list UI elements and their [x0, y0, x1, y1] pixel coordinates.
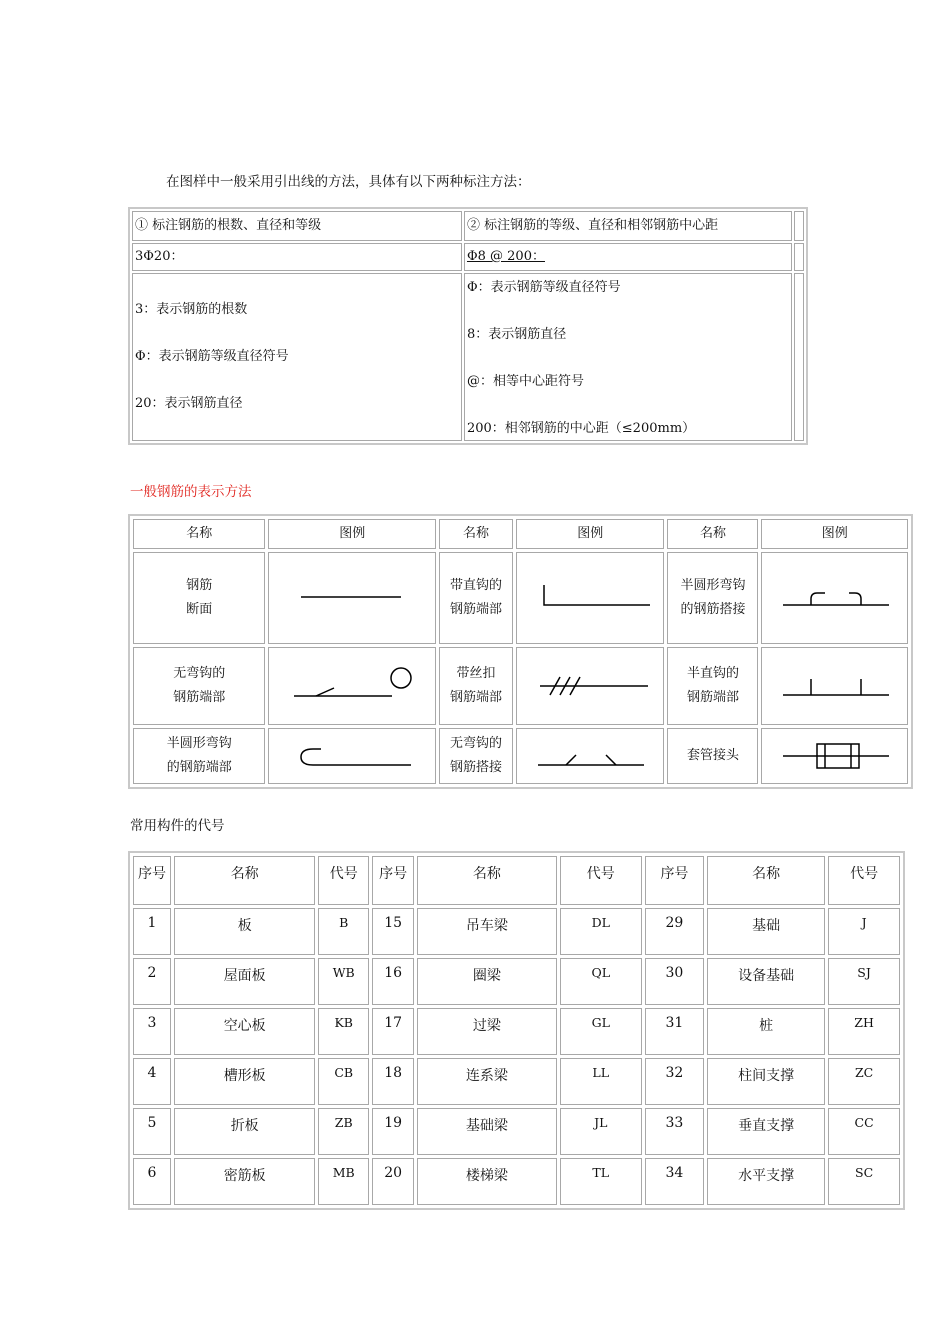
left-explanation: [132, 273, 462, 441]
code-cell: ZB: [318, 1108, 369, 1155]
index-cell: 16: [372, 958, 414, 1005]
index-cell: 15: [372, 908, 414, 955]
spacer-cell: [794, 243, 804, 271]
name-cell: 设备基础: [707, 958, 825, 1005]
code-cell: GL: [560, 1008, 642, 1055]
table-row: [133, 958, 900, 1005]
rebar-name-line2: 钢筋搭接: [450, 760, 503, 775]
rebar-legend-table: [128, 514, 913, 789]
name-cell: 楼梯梁: [417, 1158, 556, 1205]
index-cell: 2: [133, 958, 171, 1005]
rebar-legend-cell: [516, 728, 665, 784]
rebar-legend-cell: [516, 647, 665, 725]
semicircular-hook-lap-icon: [765, 583, 905, 613]
left-line: 3：表示钢筋的根数: [135, 302, 248, 317]
rebar-name-line1: 钢筋: [186, 578, 213, 593]
code-cell: CC: [828, 1108, 900, 1155]
header-code: 代号: [828, 856, 900, 905]
name-cell: 垂直支撑: [707, 1108, 825, 1155]
table-row: [133, 1008, 900, 1055]
rebar-name-line2: 的钢筋搭接: [680, 602, 746, 617]
name-cell: 桩: [707, 1008, 825, 1055]
component-code-table: [128, 851, 905, 1210]
name-cell: 柱间支撑: [707, 1058, 825, 1105]
rebar-name-line1: 半直钩的: [686, 666, 739, 681]
straight-hook-end-icon: [520, 581, 660, 615]
annotation-method-table: [128, 207, 808, 445]
index-cell: 20: [372, 1158, 414, 1205]
code-cell: CB: [318, 1058, 369, 1105]
index-cell: 32: [645, 1058, 704, 1105]
name-cell: 空心板: [174, 1008, 315, 1055]
table-row: [133, 1108, 900, 1155]
right-example: [464, 243, 792, 271]
code-cell: SJ: [828, 958, 900, 1005]
intro-paragraph: 在图样中一般采用引出线的方法，具体有以下两种标注方法：: [166, 174, 531, 190]
left-method-header: ① 标注钢筋的根数、直径和等级: [132, 211, 462, 241]
header-code: 代号: [560, 856, 642, 905]
header-code: 代号: [318, 856, 369, 905]
right-explanation: [464, 273, 792, 441]
rebar-name-line2: 钢筋端部: [173, 690, 226, 705]
rebar-name-line2: 钢筋端部: [686, 690, 739, 705]
index-cell: 19: [372, 1108, 414, 1155]
name-cell: 吊车梁: [417, 908, 556, 955]
sleeve-joint-icon: [765, 739, 905, 773]
index-cell: 3: [133, 1008, 171, 1055]
rebar-legend-cell: [761, 647, 908, 725]
rebar-legend-cell: [268, 552, 436, 644]
name-cell: 圈梁: [417, 958, 556, 1005]
rebar-legend-cell: [516, 552, 665, 644]
rebar-name-line2: 钢筋端部: [450, 602, 503, 617]
name-cell: 基础: [707, 908, 825, 955]
right-example-text: Φ8 @ 200：: [466, 249, 545, 264]
index-cell: 29: [645, 908, 704, 955]
table-row: [133, 1058, 900, 1105]
rebar-name-line2: 断面: [186, 602, 213, 617]
rebar-name-cell: [439, 647, 513, 725]
name-cell: 屋面板: [174, 958, 315, 1005]
header-name: 名称: [174, 856, 315, 905]
index-cell: 1: [133, 908, 171, 955]
header-index: 序号: [133, 856, 171, 905]
half-straight-hook-end-icon: [765, 671, 905, 701]
rebar-name-line2: 的钢筋端部: [166, 760, 232, 775]
header-index: 序号: [372, 856, 414, 905]
name-cell: 基础梁: [417, 1108, 556, 1155]
code-cell: MB: [318, 1158, 369, 1205]
name-cell: 槽形板: [174, 1058, 315, 1105]
name-cell: 水平支撑: [707, 1158, 825, 1205]
rebar-name-line2: 钢筋端部: [450, 690, 503, 705]
code-cell: WB: [318, 958, 369, 1005]
components-title: 常用构件的代号: [130, 818, 225, 834]
rebar-name-cell: [133, 552, 265, 644]
rebar-name-cell: [133, 728, 265, 784]
rebar-legend-cell: [268, 647, 436, 725]
header-legend: 图例: [516, 519, 665, 549]
right-line: @：相等中心距符号: [466, 374, 584, 389]
rebar-name-cell: [439, 728, 513, 784]
right-line: 8：表示钢筋直径: [466, 327, 567, 342]
rebar-legend-cell: [268, 728, 436, 784]
rebar-name-line1: 套管接头: [686, 748, 739, 763]
name-cell: 连系梁: [417, 1058, 556, 1105]
header-name: 名称: [667, 519, 758, 549]
code-cell: J: [828, 908, 900, 955]
threaded-end-icon: [520, 671, 660, 701]
no-hook-end-icon: [272, 666, 432, 706]
index-cell: 4: [133, 1058, 171, 1105]
component-header-row: [133, 856, 900, 905]
header-name: 名称: [439, 519, 513, 549]
rebar-name-line1: 带丝扣: [456, 666, 496, 681]
rebar-name-line1: 无弯钩的: [450, 736, 503, 751]
code-cell: TL: [560, 1158, 642, 1205]
index-cell: 33: [645, 1108, 704, 1155]
spacer-cell: [794, 211, 804, 241]
right-line: 200：相邻钢筋的中心距（≤200mm）: [466, 421, 696, 436]
rebar-name-cell: [133, 647, 265, 725]
index-cell: 6: [133, 1158, 171, 1205]
code-cell: QL: [560, 958, 642, 1005]
rebar-name-cell: [439, 552, 513, 644]
code-cell: ZH: [828, 1008, 900, 1055]
index-cell: 17: [372, 1008, 414, 1055]
table-row: [133, 1158, 900, 1205]
right-method-header: ② 标注钢筋的等级、直径和相邻钢筋中心距: [464, 211, 792, 241]
code-cell: LL: [560, 1058, 642, 1105]
rebar-name-cell: [667, 552, 758, 644]
index-cell: 34: [645, 1158, 704, 1205]
code-cell: ZC: [828, 1058, 900, 1105]
code-cell: SC: [828, 1158, 900, 1205]
index-cell: 30: [645, 958, 704, 1005]
code-cell: KB: [318, 1008, 369, 1055]
rebar-name-line1: 无弯钩的: [173, 666, 226, 681]
rebar-legend-cell: [761, 552, 908, 644]
spacer-cell: [794, 273, 804, 441]
straight-line-icon: [277, 583, 427, 613]
no-hook-lap-icon: [520, 741, 660, 771]
header-legend: 图例: [268, 519, 436, 549]
name-cell: 折板: [174, 1108, 315, 1155]
name-cell: 密筋板: [174, 1158, 315, 1205]
code-cell: JL: [560, 1108, 642, 1155]
header-legend: 图例: [761, 519, 908, 549]
left-line: 20：表示钢筋直径: [135, 396, 243, 411]
name-cell: 过梁: [417, 1008, 556, 1055]
code-cell: DL: [560, 908, 642, 955]
left-example: 3Φ20：: [132, 243, 462, 271]
rebar-name-line1: 半圆形弯钩: [166, 736, 232, 751]
rebar-section-title: 一般钢筋的表示方法: [130, 484, 252, 500]
semicircular-hook-end-icon: [277, 741, 427, 771]
rebar-legend-cell: [761, 728, 908, 784]
index-cell: 5: [133, 1108, 171, 1155]
rebar-name-line1: 带直钩的: [450, 578, 503, 593]
index-cell: 31: [645, 1008, 704, 1055]
left-line: Φ：表示钢筋等级直径符号: [135, 349, 289, 364]
rebar-name-cell: [667, 647, 758, 725]
header-index: 序号: [645, 856, 704, 905]
name-cell: 板: [174, 908, 315, 955]
code-cell: B: [318, 908, 369, 955]
right-line: Φ：表示钢筋等级直径符号: [466, 280, 621, 295]
rebar-name-line1: 半圆形弯钩: [680, 578, 746, 593]
index-cell: 18: [372, 1058, 414, 1105]
table-row: [133, 908, 900, 955]
header-name: 名称: [133, 519, 265, 549]
rebar-name-cell: [667, 728, 758, 784]
header-name: 名称: [417, 856, 556, 905]
header-name: 名称: [707, 856, 825, 905]
